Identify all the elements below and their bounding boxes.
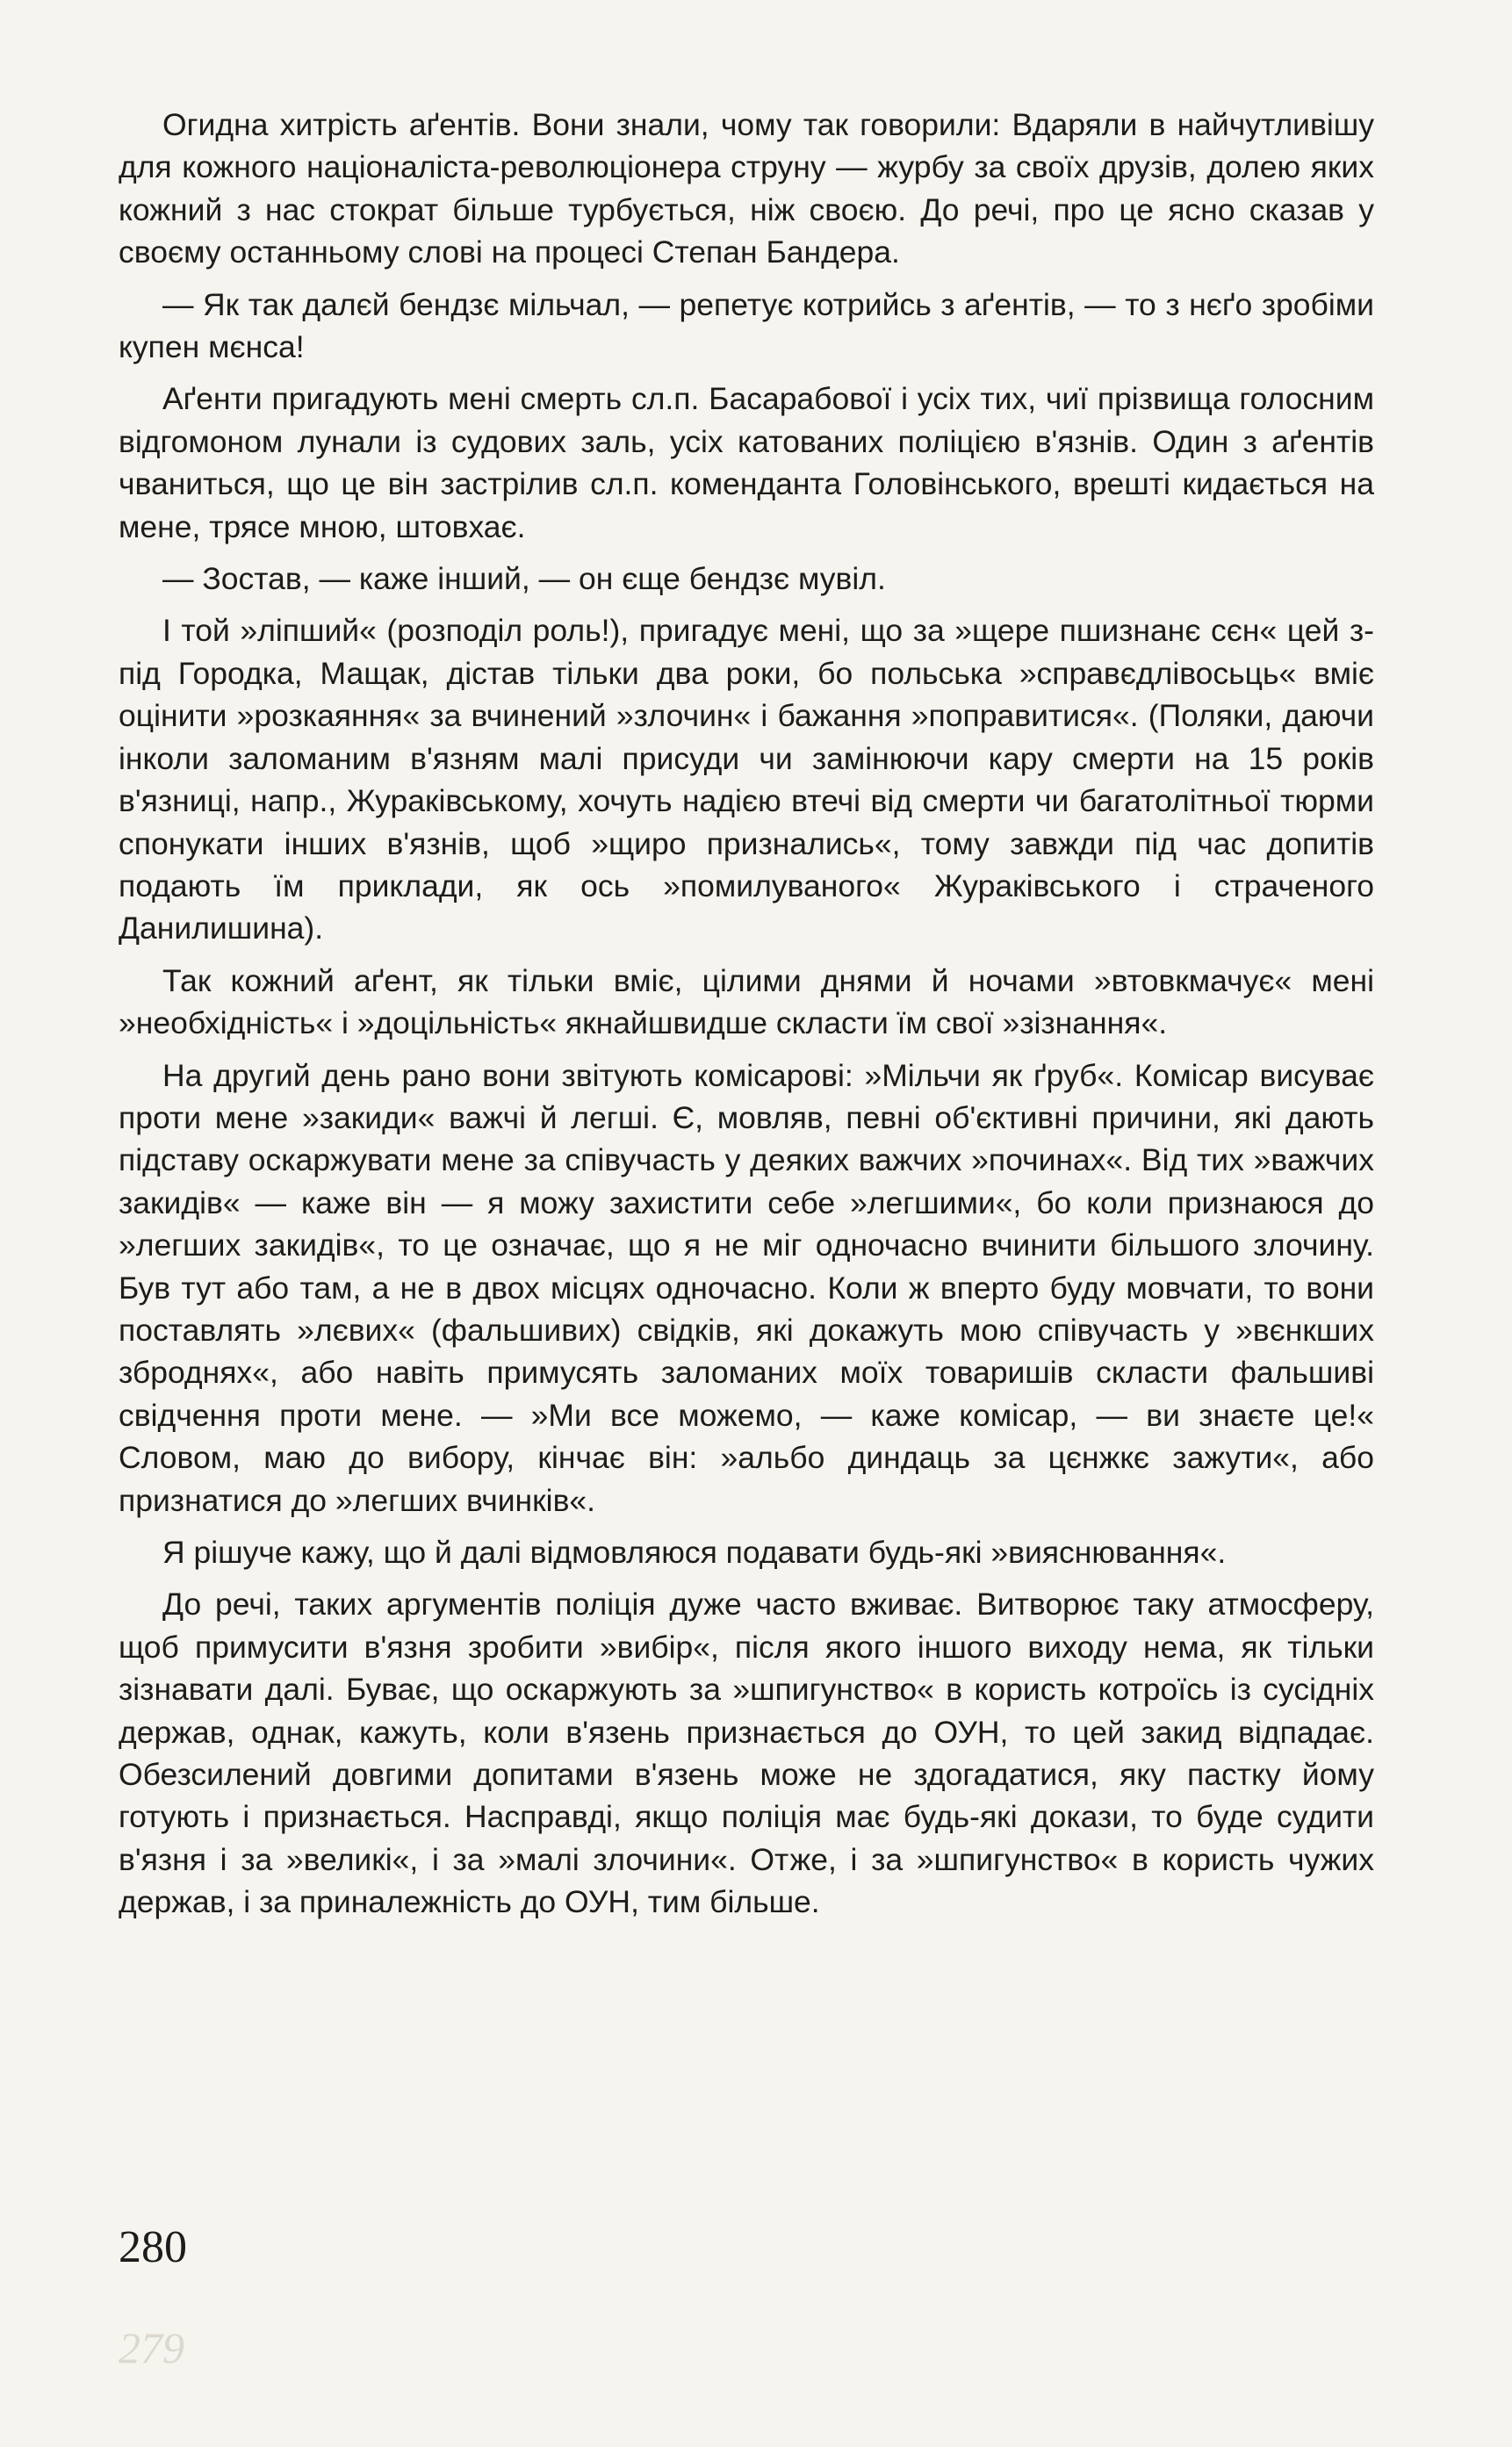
paragraph: До речі, таких аргументів поліція дуже часто вживає. Витворює таку атмосферу, щоб примусити в'язня зробити »вибір«, після якого іншого виходу нема, як тільки зізнавати далі. Буває, що оскаржують за »шпигунство« в користь котроїсь із сусідніх держав, однак, кажуть, коли в'язень признається до ОУН, то цей закид відпадає. Обезсилений довгими допитами в'язень може не здогадатися, яку пастку йому готують і признається. Насправді, якщо поліція має будь-які докази, то буде судити в'язня і за »великі«, і за »малі злочини«. Отже, і за »шпигунство« в користь чужих держав, і за приналежність до ОУН, тим більше.: [119, 1587, 1374, 1920]
paragraph: І той »ліпший« (розподіл роль!), пригадує мені, що за »щере пшизнанє сєн« цей з-під Городка, Мащак, дістав тільки два роки, бо польська »справєдлівосьць« вміє оцінити »розкаяння« за вчинений »злочин« і бажання »поправитися«. (Поляки, даючи інколи заломаним в'язням малі присуди чи замінюючи кару смерти на 15 років в'язниці, напр., Жураківському, хочуть надією втечі від смерти чи багатолітньої тюрми спонукати інших в'язнів, щоб »щиро признались«, тому завжди під час допитів подають їм приклади, як ось »помилуваного« Жураківського і страченого Данилишина).: [119, 613, 1374, 946]
paragraph: Огидна хитрість аґентів. Вони знали, чому так говорили: Вдаряли в найчутливішу для кожного націоналіста-революціонера струну — журбу за своїх друзів, долею яких кожний з нас стократ більше турбується, ніж своєю. До речі, про це ясно сказав у своєму останньому слові на процесі Степан Бандера.: [119, 107, 1374, 270]
page-number: 280: [119, 2222, 187, 2272]
paragraph: На другий день рано вони звітують комісарові: »Мільчи як ґруб«. Комісар висуває проти мене »закиди« важчі й легші. Є, мовляв, певні об'єктивні причини, які дають підставу оскаржувати мене за співучасть у деяких важчих »починах«. Від тих »важчих закидів« — каже він — я можу захистити себе »легшими«, бо коли признаюся до »легших закидів«, то це означає, що я не міг одночасно вчинити більшого злочину. Був тут або там, а не в двох місцях одночасно. Коли ж вперто буду мовчати, то вони поставлять »лєвих« (фальшивих) свідків, які докажуть мою співучасть у »вєнкших зброднях«, або навіть примусять заломаних моїх товаришів скласти фальшиві свідчення проти мене. — »Ми все можемо, — каже комісар, — ви знаєте це!« Словом, маю до вибору, кінчає він: »альбо диндаць за цєнжкє зажути«, або признатися до »легших вчинків«.: [119, 1057, 1374, 1518]
paragraph: Так кожний аґент, як тільки вміє, цілими днями й ночами »втовкмачує« мені »необхідність« і »доцільність« якнайшвидше скласти їм свої »зізнання«.: [119, 962, 1374, 1041]
bleed-through-page-number: 279: [119, 2323, 184, 2372]
paragraph: Аґенти пригадують мені смерть сл.п. Басарабової і усіх тих, чиї прізвища голосним відгомоном лунали із судових заль, усіх катованих поліцією в'язнів. Один з аґентів чваниться, що це він застрілив сл.п. коменданта Головінського, врешті кидається на мене, трясе мною, штовхає.: [119, 381, 1374, 544]
page-body: [119, 104, 1374, 1933]
paragraph: — Зостав, — каже інший, — он єще бендзє мувіл.: [162, 561, 886, 597]
paragraph: — Як так далєй бендзє мільчал, — репетує котрийсь з аґентів, — то з нєґо зробіми купен мєнса!: [119, 286, 1374, 365]
paragraph: Я рішуче кажу, що й далі відмовляюся подавати будь-які »вияснювання«.: [162, 1535, 1227, 1570]
